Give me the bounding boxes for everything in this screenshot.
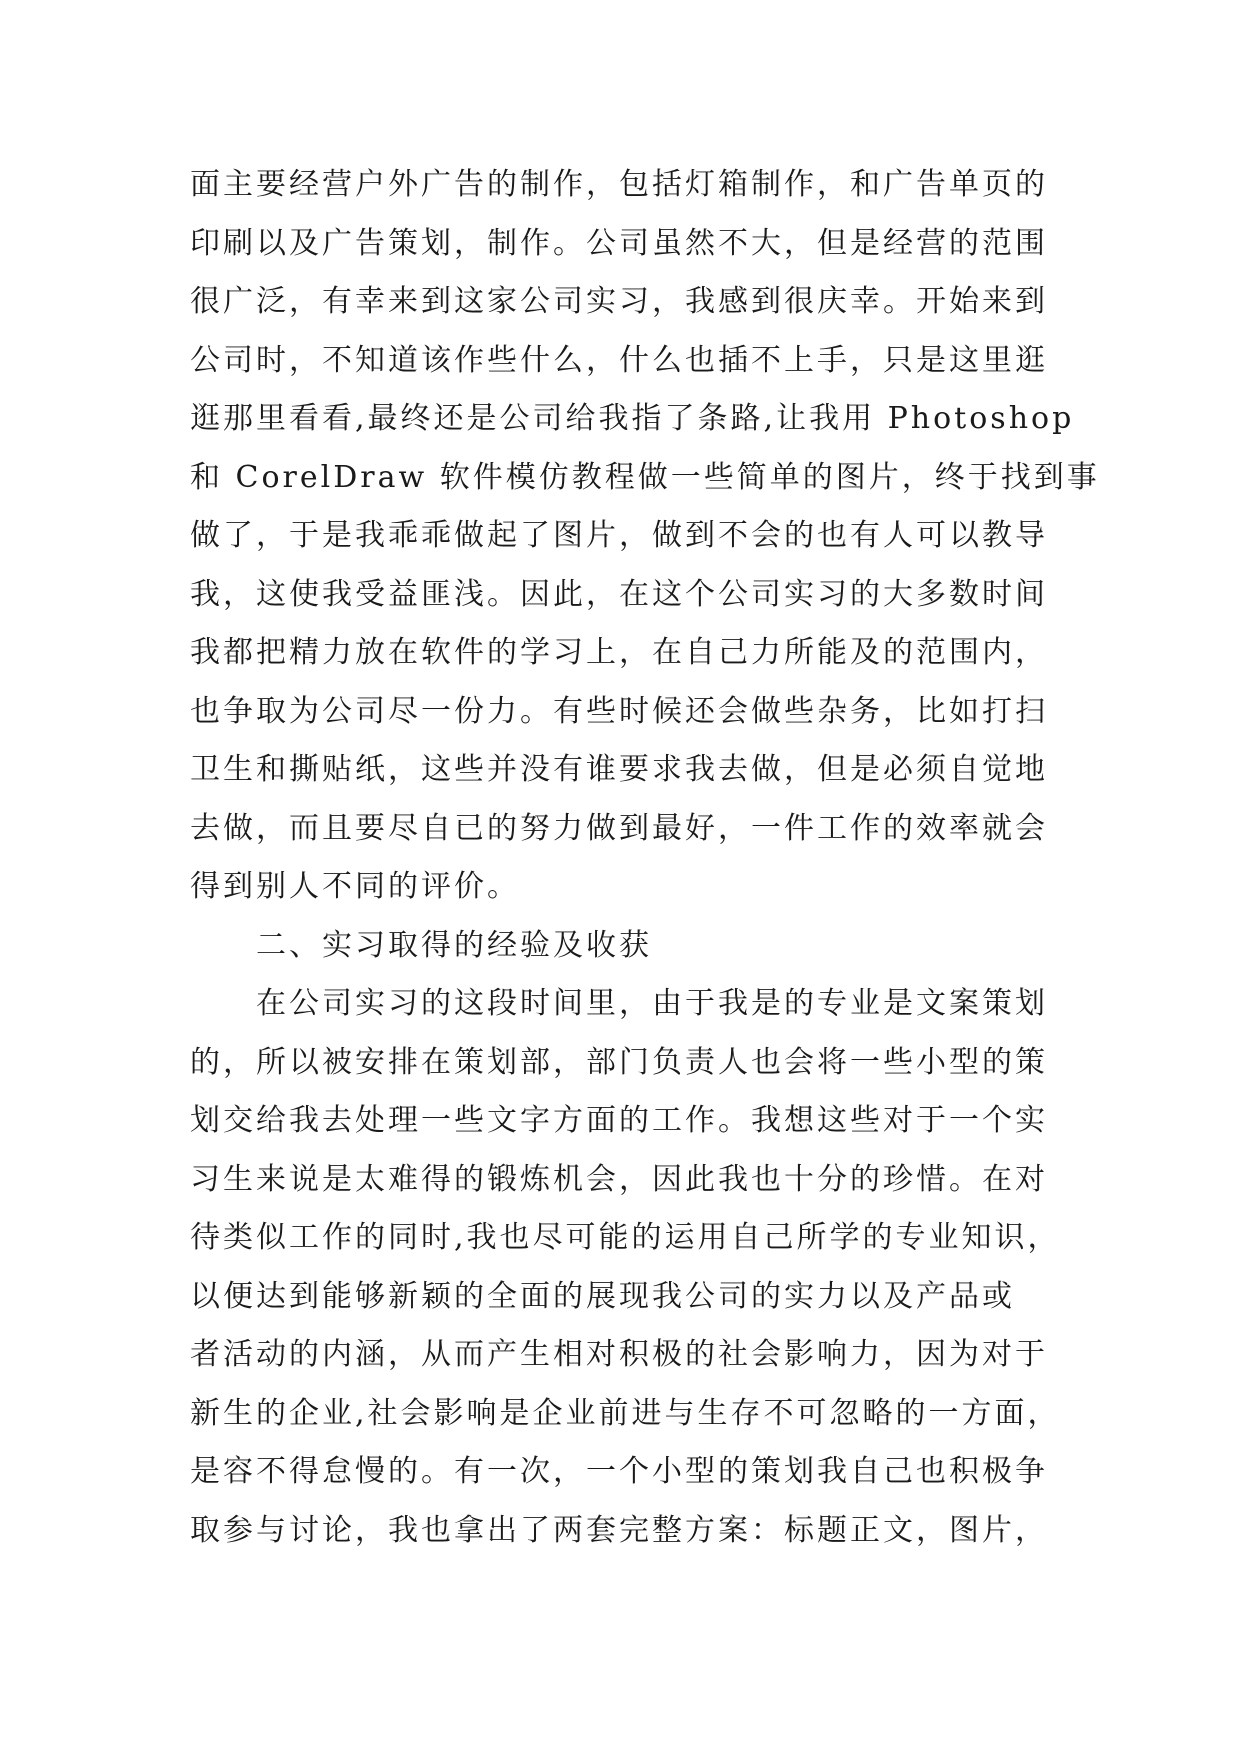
- text-line: 划交给我去处理一些文字方面的工作。我想这些对于一个实: [190, 1103, 1048, 1138]
- text-line: 面主要经营户外广告的制作，包括灯箱制作，和广告单页的: [190, 167, 1048, 202]
- text-line: 逛那里看看,最终还是公司给我指了条路,让我用 Photoshop: [190, 401, 1075, 436]
- text-line: 很广泛，有幸来到这家公司实习，我感到很庆幸。开始来到: [190, 284, 1048, 319]
- text-line: 我，这使我受益匪浅。因此，在这个公司实习的大多数时间: [190, 576, 1048, 612]
- text-line: 印刷以及广告策划，制作。公司虽然不大，但是经营的范围: [190, 225, 1048, 261]
- indented-text-line: 二、实习取得的经验及收获: [256, 927, 652, 963]
- text-line: 取参与讨论，我也拿出了两套完整方案：标题正文，图片，: [190, 1512, 1048, 1548]
- text-line: 公司时，不知道该作些什么，什么也插不上手，只是这里逛: [190, 342, 1048, 378]
- text-line: 去做，而且要尽自已的努力做到最好，一件工作的效率就会: [190, 810, 1048, 846]
- text-line: 做了，于是我乖乖做起了图片，做到不会的也有人可以教导: [190, 518, 1048, 553]
- text-line: 我都把精力放在软件的学习上，在自己力所能及的范围内，: [190, 635, 1048, 670]
- text-line: 新生的企业,社会影响是企业前进与生存不可忽略的一方面，: [190, 1395, 1061, 1431]
- body-text: [190, 156, 1100, 1560]
- text-line: 者活动的内涵，从而产生相对积极的社会影响力，因为对于: [190, 1337, 1048, 1372]
- text-line: 和 CorelDraw 软件模仿教程做一些简单的图片，终于找到事: [190, 459, 1100, 495]
- indented-text-line: 在公司实习的这段时间里，由于我是的专业是文案策划: [256, 986, 1048, 1021]
- text-line: 习生来说是太难得的锻炼机会，因此我也十分的珍惜。在对: [190, 1161, 1048, 1197]
- text-line: 也争取为公司尽一份力。有些时候还会做些杂务，比如打扫: [190, 693, 1048, 729]
- text-line: 得到别人不同的评价。: [190, 869, 520, 904]
- text-line: 的，所以被安排在策划部，部门负责人也会将一些小型的策: [190, 1044, 1048, 1080]
- text-line: 待类似工作的同时,我也尽可能的运用自己所学的专业知识，: [190, 1220, 1061, 1255]
- text-line: 以便达到能够新颖的全面的展现我公司的实力以及产品或: [190, 1278, 1015, 1314]
- text-line: 卫生和撕贴纸，这些并没有谁要求我去做，但是必须自觉地: [190, 752, 1048, 787]
- text-line: 是容不得怠慢的。有一次，一个小型的策划我自己也积极争: [190, 1454, 1048, 1489]
